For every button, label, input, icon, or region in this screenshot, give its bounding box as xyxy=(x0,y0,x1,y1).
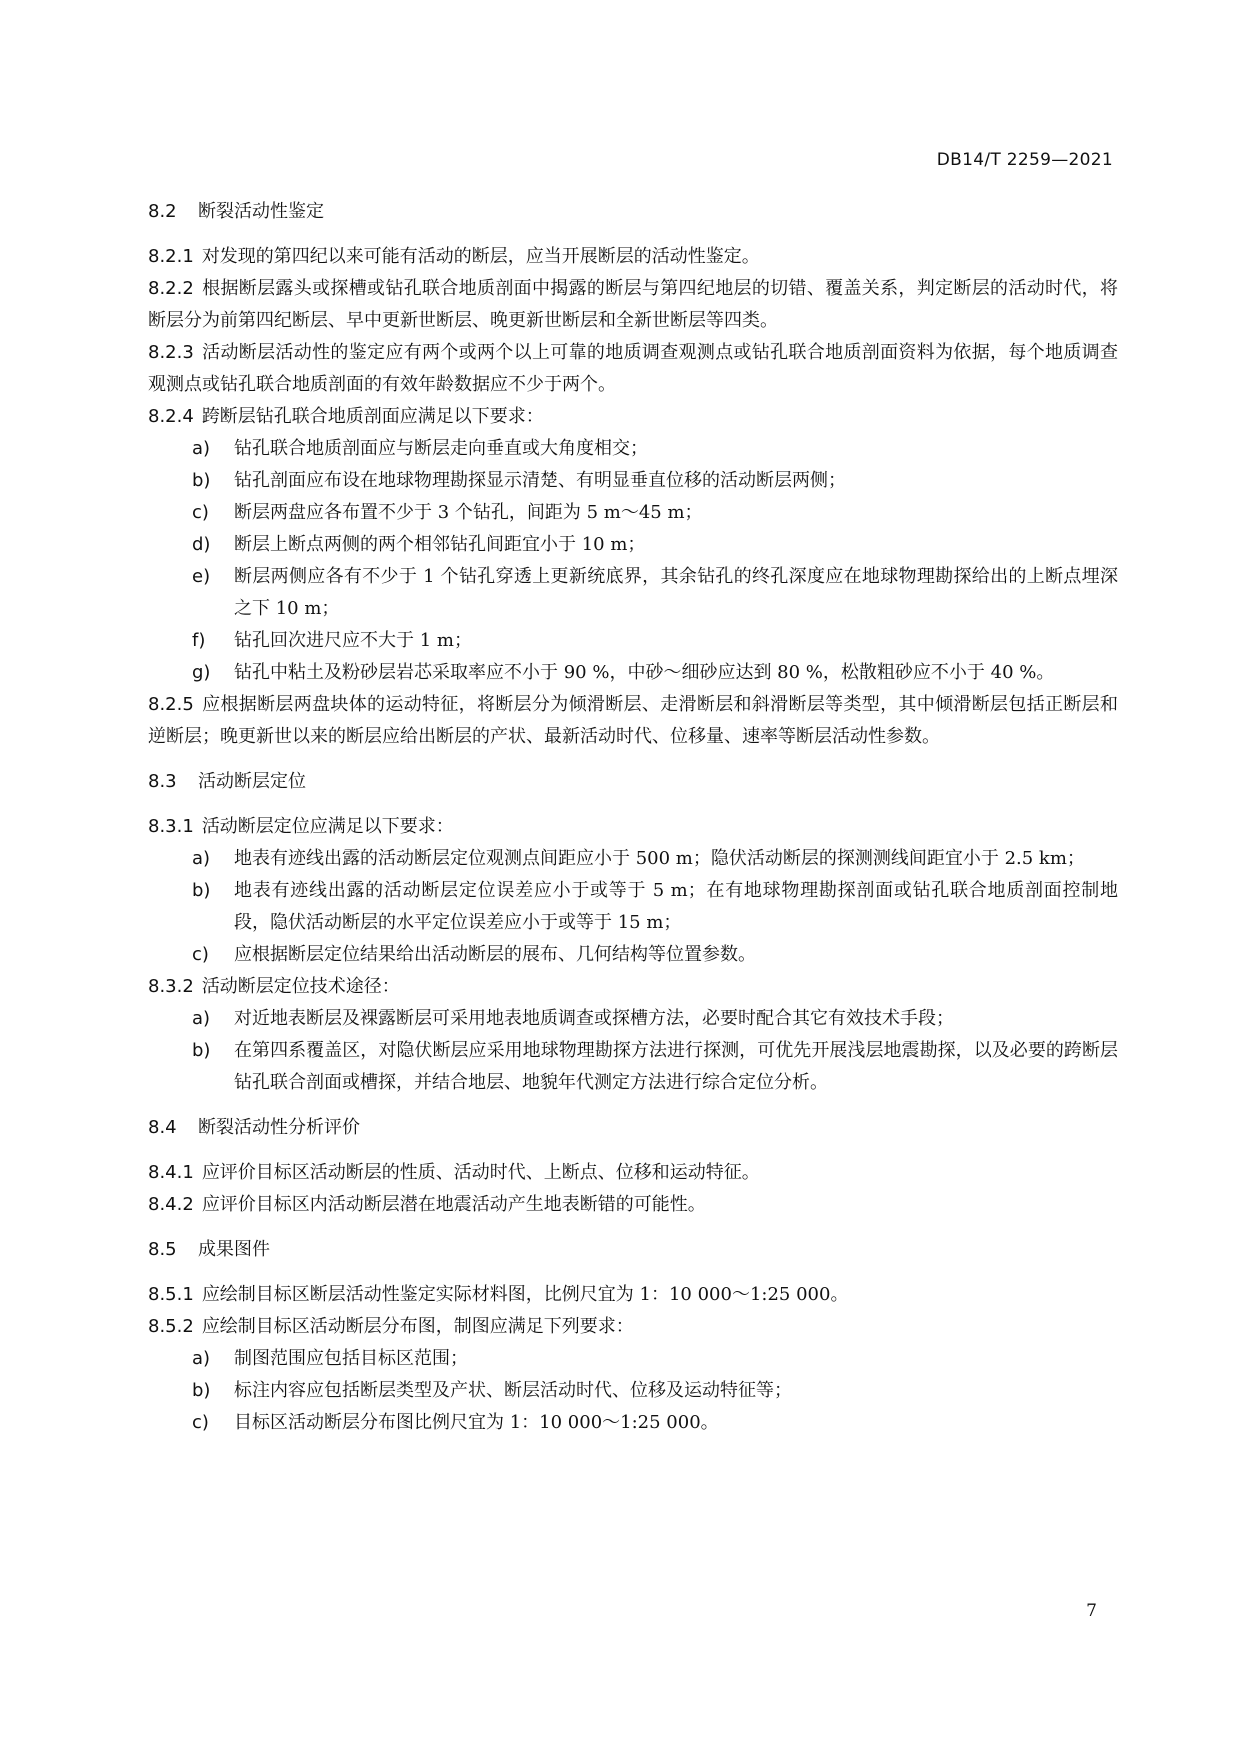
clause-text: 应绘制目标区活动断层分布图，制图应满足下列要求： xyxy=(201,1316,634,1337)
clause-8-4-2 xyxy=(148,1189,1118,1221)
list-item xyxy=(148,1375,1118,1407)
list-text: 对近地表断层及裸露断层可采用地表地质调查或探槽方法，必要时配合其它有效技术手段； xyxy=(234,1008,954,1029)
clause-text: 活动断层定位应满足以下要求： xyxy=(201,816,454,837)
standard-code: DB14/T 2259—2021 xyxy=(936,150,1113,170)
page-content xyxy=(148,196,1118,1439)
page-number: 7 xyxy=(1086,1601,1097,1621)
section-number: 8.5 xyxy=(148,1239,177,1260)
list-item xyxy=(148,1407,1118,1439)
list-text: 标注内容应包括断层类型及产状、断层活动时代、位移及运动特征等； xyxy=(234,1380,792,1401)
clause-8-5-2 xyxy=(148,1311,1118,1343)
section-number: 8.4 xyxy=(148,1117,177,1138)
list-label: c) xyxy=(192,944,209,965)
list-label: b) xyxy=(192,470,211,491)
list-item xyxy=(148,1003,1118,1035)
clause-text: 应根据断层两盘块体的运动特征，将断层分为倾滑断层、走滑断层和斜滑断层等类型，其中倾滑断层包括正断层和逆断层；晚更新世以来的断层应给出断层的产状、最新活动时代、位移量、速率等断层活动性参数。 xyxy=(148,694,1118,747)
section-number: 8.2 xyxy=(148,201,177,222)
list-text: 钻孔联合地质剖面应与断层走向垂直或大角度相交； xyxy=(234,438,648,459)
list-item xyxy=(148,465,1118,497)
list-label: b) xyxy=(192,1040,211,1061)
list-item xyxy=(148,529,1118,561)
list-label: a) xyxy=(192,1348,211,1369)
list-item xyxy=(148,625,1118,657)
list-item xyxy=(148,497,1118,529)
clause-number: 8.2.1 xyxy=(148,246,194,267)
list-item xyxy=(148,657,1118,689)
list-label: b) xyxy=(192,880,211,901)
clause-number: 8.2.4 xyxy=(148,406,194,427)
clause-text: 活动断层定位技术途径： xyxy=(201,976,400,997)
list-label: b) xyxy=(192,1380,211,1401)
clause-text: 活动断层活动性的鉴定应有两个或两个以上可靠的地质调查观测点或钻孔联合地质剖面资料为依据，每个地质调查观测点或钻孔联合地质剖面的有效年龄数据应不少于两个。 xyxy=(148,342,1118,395)
list-item xyxy=(148,433,1118,465)
clause-text: 应评价目标区活动断层的性质、活动时代、上断点、位移和运动特征。 xyxy=(201,1162,760,1183)
clause-text: 根据断层露头或探槽或钻孔联合地质剖面中揭露的断层与第四纪地层的切错、覆盖关系，判定断层的活动时代，将断层分为前第四纪断层、早中更新世断层、晚更新世断层和全新世断层等四类。 xyxy=(148,278,1118,331)
clause-text: 对发现的第四纪以来可能有活动的断层，应当开展断层的活动性鉴定。 xyxy=(201,246,760,267)
clause-text: 应绘制目标区断层活动性鉴定实际材料图，比例尺宜为 1：10 000～1:25 000。 xyxy=(201,1284,849,1305)
section-heading-8-4 xyxy=(148,1112,1118,1144)
list-label: f) xyxy=(192,630,206,651)
list-item xyxy=(148,843,1118,875)
list-item xyxy=(148,939,1118,971)
clause-number: 8.5.1 xyxy=(148,1284,194,1305)
list-text: 断层两盘应各布置不少于 3 个钻孔，间距为 5 m～45 m； xyxy=(234,502,703,523)
clause-8-2-3 xyxy=(148,337,1118,401)
clause-text: 跨断层钻孔联合地质剖面应满足以下要求： xyxy=(201,406,544,427)
clause-8-3-1 xyxy=(148,811,1118,843)
list-label: c) xyxy=(192,1412,209,1433)
list-text: 钻孔剖面应布设在地球物理勘探显示清楚、有明显垂直位移的活动断层两侧； xyxy=(234,470,846,491)
clause-8-3-2 xyxy=(148,971,1118,1003)
section-title: 成果图件 xyxy=(198,1239,270,1260)
list-text: 在第四系覆盖区，对隐伏断层应采用地球物理勘探方法进行探测，可优先开展浅层地震勘探，以及必要的跨断层钻孔联合剖面或槽探，并结合地层、地貌年代测定方法进行综合定位分析。 xyxy=(234,1040,1118,1093)
section-title: 断裂活动性分析评价 xyxy=(198,1117,360,1138)
list-item xyxy=(148,875,1118,939)
list-label: g) xyxy=(192,662,211,683)
section-heading-8-5 xyxy=(148,1234,1118,1266)
clause-number: 8.3.1 xyxy=(148,816,194,837)
list-text: 钻孔回次进尺应不大于 1 m； xyxy=(234,630,472,651)
list-text: 断层上断点两侧的两个相邻钻孔间距宜小于 10 m； xyxy=(234,534,646,555)
section-heading-8-2 xyxy=(148,196,1118,228)
clause-number: 8.5.2 xyxy=(148,1316,194,1337)
clause-8-2-2 xyxy=(148,273,1118,337)
list-label: d) xyxy=(192,534,211,555)
list-item xyxy=(148,1035,1118,1099)
list-label: a) xyxy=(192,438,211,459)
clause-number: 8.4.2 xyxy=(148,1194,194,1215)
clause-number: 8.2.3 xyxy=(148,342,194,363)
section-heading-8-3 xyxy=(148,766,1118,798)
clause-8-5-1 xyxy=(148,1279,1118,1311)
clause-8-2-1 xyxy=(148,241,1118,273)
list-label: c) xyxy=(192,502,209,523)
list-label: a) xyxy=(192,1008,211,1029)
clause-8-2-4 xyxy=(148,401,1118,433)
section-number: 8.3 xyxy=(148,771,177,792)
clause-number: 8.2.2 xyxy=(148,278,194,299)
list-text: 目标区活动断层分布图比例尺宜为 1：10 000～1:25 000。 xyxy=(234,1412,719,1433)
section-title: 活动断层定位 xyxy=(198,771,306,792)
clause-number: 8.2.5 xyxy=(148,694,194,715)
clause-number: 8.4.1 xyxy=(148,1162,194,1183)
list-text: 断层两侧应各有不少于 1 个钻孔穿透上更新统底界，其余钻孔的终孔深度应在地球物理勘探给出的上断点埋深之下 10 m； xyxy=(234,566,1118,619)
clause-text: 应评价目标区内活动断层潜在地震活动产生地表断错的可能性。 xyxy=(201,1194,706,1215)
clause-8-2-5 xyxy=(148,689,1118,753)
list-text: 制图范围应包括目标区范围； xyxy=(234,1348,468,1369)
clause-8-4-1 xyxy=(148,1157,1118,1189)
list-text: 地表有迹线出露的活动断层定位误差应小于或等于 5 m；在有地球物理勘探剖面或钻孔联合地质剖面控制地段，隐伏活动断层的水平定位误差应小于或等于 15 m； xyxy=(234,880,1118,933)
list-item xyxy=(148,1343,1118,1375)
list-text: 应根据断层定位结果给出活动断层的展布、几何结构等位置参数。 xyxy=(234,944,756,965)
list-text: 地表有迹线出露的活动断层定位观测点间距应小于 500 m；隐伏活动断层的探测测线间距宜小于 2.5 km； xyxy=(234,848,1085,869)
clause-number: 8.3.2 xyxy=(148,976,194,997)
list-label: a) xyxy=(192,848,211,869)
list-item xyxy=(148,561,1118,625)
section-title: 断裂活动性鉴定 xyxy=(198,201,324,222)
list-label: e) xyxy=(192,566,211,587)
list-text: 钻孔中粘土及粉砂层岩芯采取率应不小于 90 %，中砂～细砂应达到 80 %，松散粗砂应不小于 40 %。 xyxy=(234,662,1055,683)
